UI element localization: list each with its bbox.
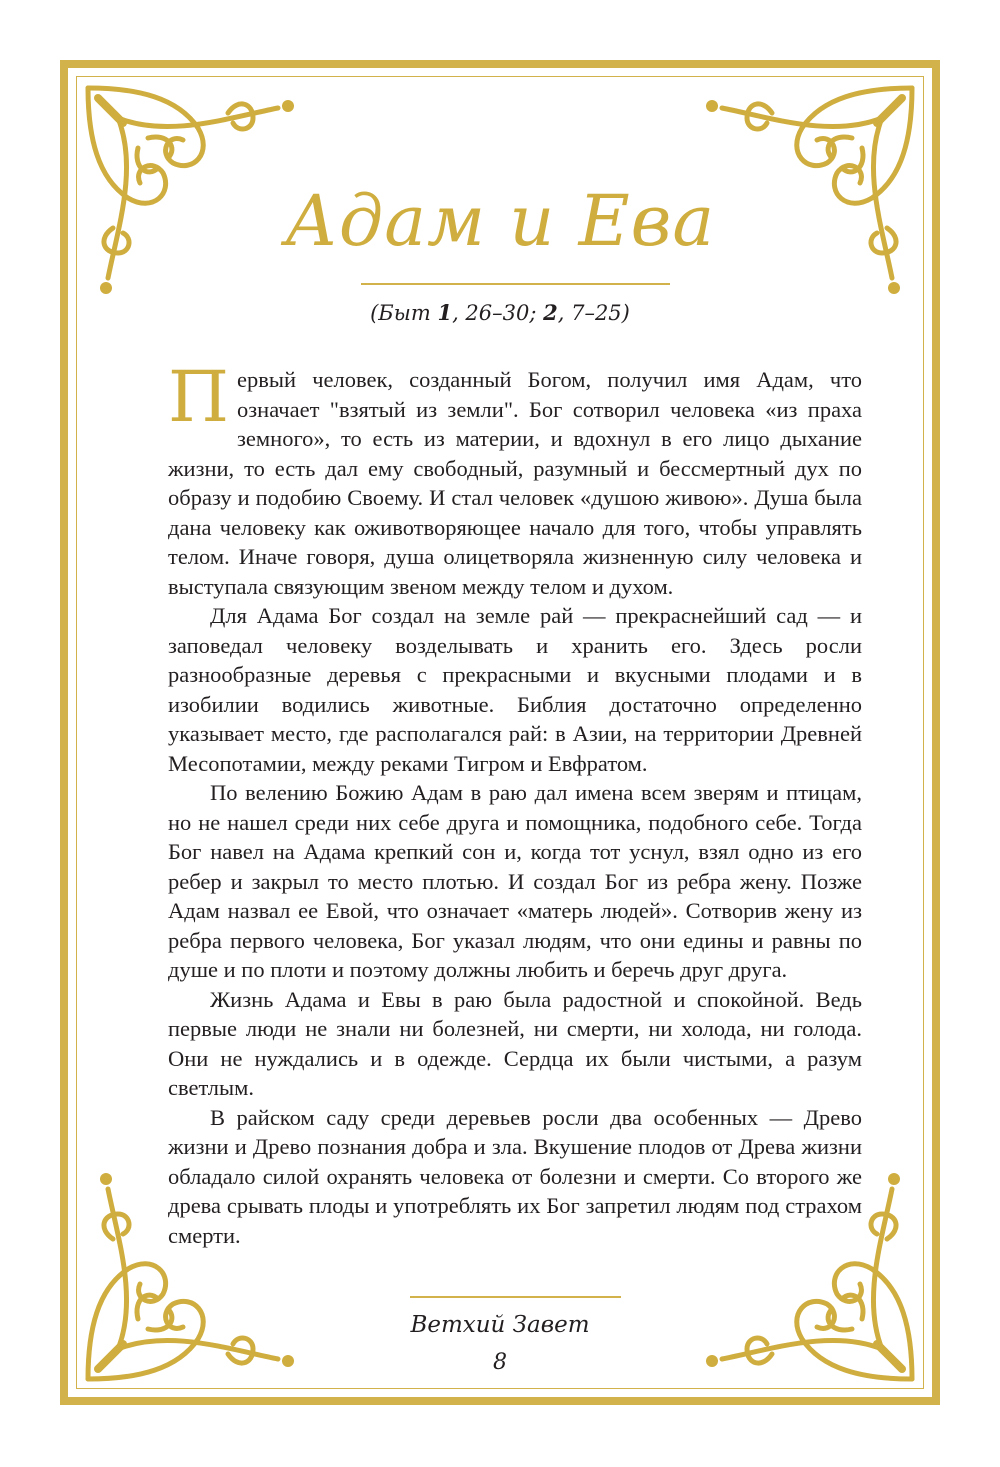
reference-chapter-2: 2: [543, 300, 558, 325]
body-text: [168, 356, 862, 1250]
paragraph: [168, 356, 862, 601]
reference-chapter-1: 1: [437, 300, 453, 325]
paragraph: По велению Божию Адам в раю дал имена всем зверям и птицам, но не нашел среди них себе друга и помощника, подобного себе. Тогда Бог навел на Адама крепкий сон и, когда тот уснул, взял одно из его ребер и закрыл то место плотью. И создал Бог из ребра жену. Позже Адам назвал ее Евой, что означает «матерь людей». Сотворив жену из ребра первого человека, Бог указал людям, что они едины и равны по душе и по плоти и поэтому должны любить и беречь друг друга.: [168, 780, 862, 982]
paragraph: Для Адама Бог создал на земле рай — прекраснейший сад — и заповедал человеку возделывать и хранить его. Здесь росли разнообразные деревья с прекрасными и вкусными плодами и в изобилии водились животные. Библия достаточно определенно указывает место, где располагался рай: в Азии, на территории Древней Месопотамии, между реками Тигром и Евфратом.: [168, 603, 862, 776]
paragraph: Жизнь Адама и Евы в раю была радостной и спокойной. Ведь первые люди не знали ни болезней, ни смерти, ни холода, ни голода. Они не нуждались и в одежде. Сердца их были чистыми, а разум светлым.: [168, 986, 862, 1100]
footer-divider: [410, 1296, 621, 1298]
paragraph: В райском саду среди деревьев росли два особенных — Древо жизни и Древо познания добра и зла. Вкушение плодов от Древа жизни обладало силой охранять человека от болезни и смерти. Со второго же древа срывать плоды и употреблять их Бог запретил людям под страхом смерти.: [168, 1104, 862, 1248]
scripture-reference: [0, 300, 1000, 325]
paragraph-text: ервый человек, созданный Богом, получил имя Адам, что означает "взятый из земли". Бог сотворил человека «из праха земного», то есть из материи, и вдохнул в его лицо дыхание жизни, то есть дал ему свободный, разумный и бессмертный дух по образу и подобию Своему. И стал человек «душою живою». Душа была дана человеку как оживотворяющее начало для того, чтобы управлять телом. Иначе говоря, душа олицетворяла жизненную силу человека и выступала связующим звеном между телом и духом.: [168, 367, 862, 599]
title-divider: [361, 283, 670, 285]
drop-cap: П: [168, 356, 230, 438]
reference-verses-1: , 26–30;: [452, 301, 544, 325]
reference-verses-2: , 7–25): [557, 301, 630, 325]
running-footer: Ветхий Завет: [410, 1312, 590, 1338]
page-number: 8: [493, 1350, 507, 1375]
page-title: Адам и Ева: [284, 180, 716, 262]
reference-open: (Быт: [370, 301, 438, 325]
